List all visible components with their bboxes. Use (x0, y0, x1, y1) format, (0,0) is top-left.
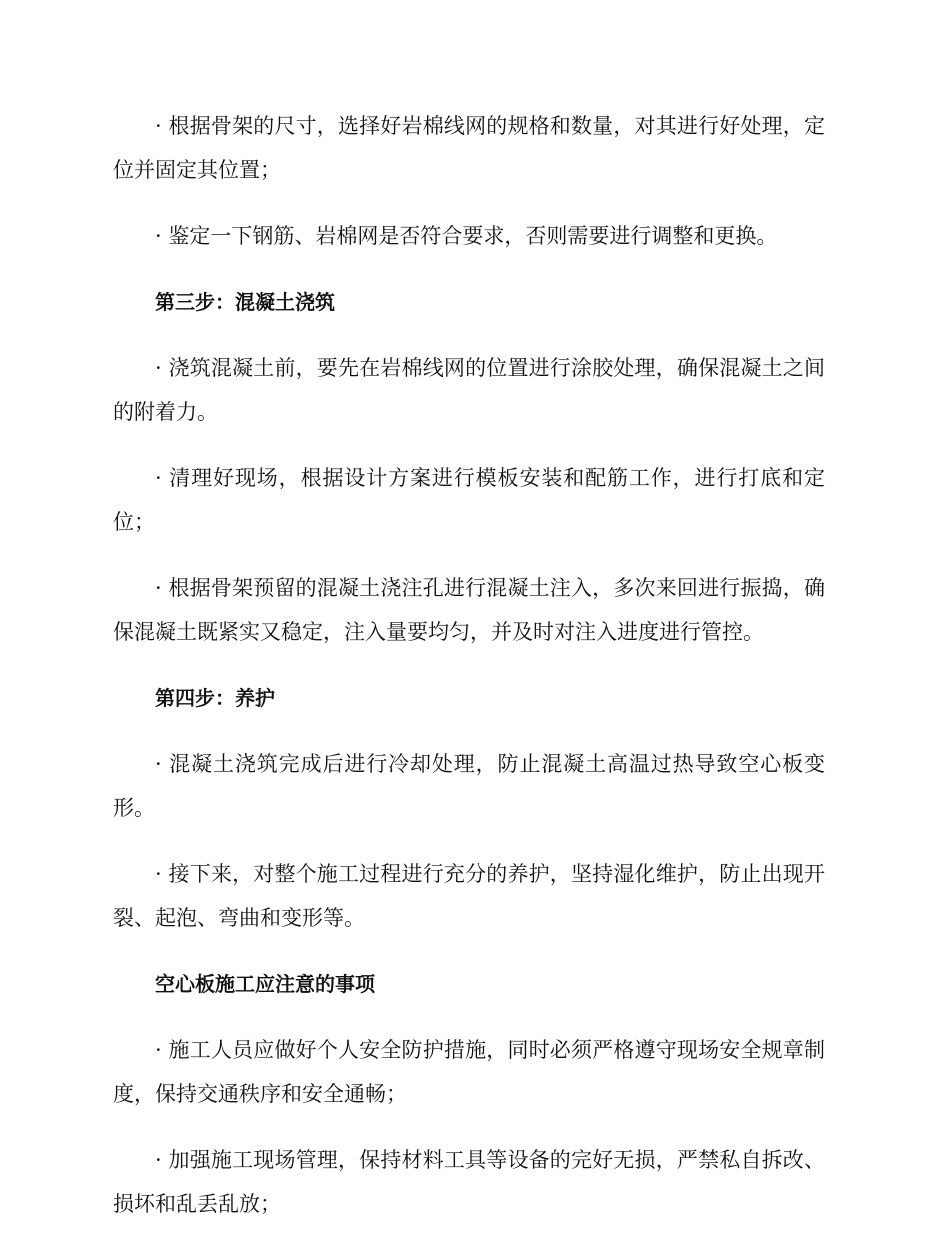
bullet-paragraph: · 浇筑混凝土前，要先在岩棉线网的位置进行涂胶处理，确保混凝土之间的附着力。 (113, 356, 825, 424)
document-page (113, 104, 825, 1248)
bullet-paragraph: · 鉴定一下钢筋、岩棉网是否符合要求，否则需要进行调整和更换。 (155, 224, 778, 248)
section-heading: 第四步：养护 (155, 686, 275, 710)
bullet-paragraph: · 根据骨架预留的混凝土浇注孔进行混凝土注入，多次来回进行振捣，确保混凝土既紧实又稳定，注入量要均匀，并及时对注入进度进行管控。 (113, 576, 825, 644)
bullet-paragraph: · 清理好现场，根据设计方案进行模板安装和配筋工作，进行打底和定位； (113, 466, 825, 534)
bullet-paragraph: · 接下来，对整个施工过程进行充分的养护，坚持湿化维护，防止出现开裂、起泡、弯曲和变形等。 (113, 862, 825, 930)
bullet-paragraph: · 混凝土浇筑完成后进行冷却处理，防止混凝土高温过热导致空心板变形。 (113, 752, 825, 820)
bullet-paragraph: · 根据骨架的尺寸，选择好岩棉线网的规格和数量，对其进行好处理，定位并固定其位置； (113, 114, 825, 182)
bullet-paragraph: · 加强施工现场管理，保持材料工具等设备的完好无损，严禁私自拆改、损坏和乱丢乱放； (113, 1148, 825, 1216)
bullet-paragraph: · 施工人员应做好个人安全防护措施，同时必须严格遵守现场安全规章制度，保持交通秩序和安全通畅； (113, 1038, 825, 1106)
section-heading: 第三步：混凝土浇筑 (155, 290, 335, 314)
section-heading: 空心板施工应注意的事项 (155, 972, 375, 996)
